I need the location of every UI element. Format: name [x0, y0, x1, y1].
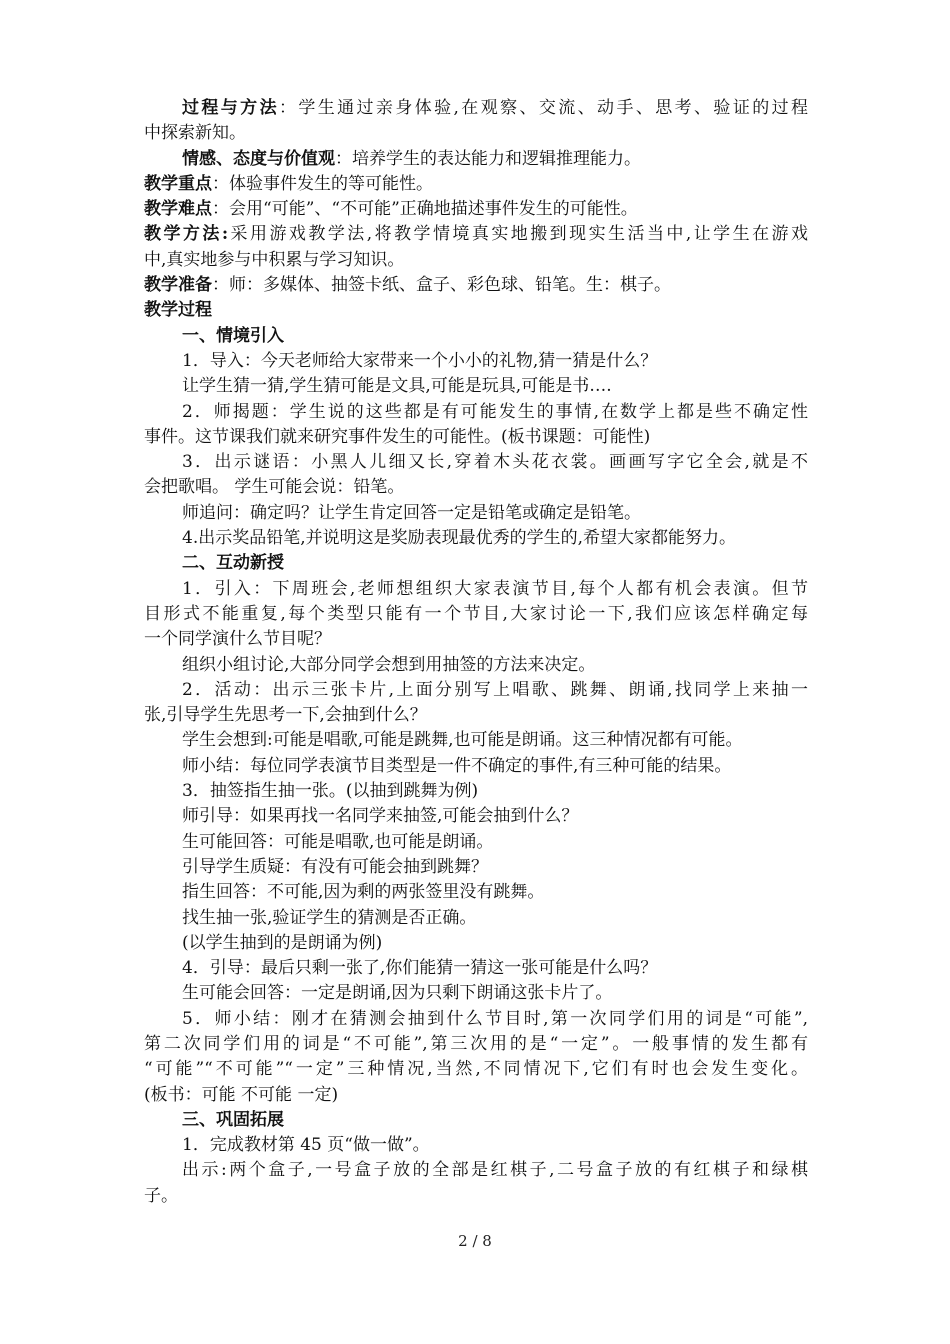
text-line [144, 754, 808, 779]
bold-heading: 教学准备 [144, 275, 212, 296]
text-line [144, 602, 808, 627]
text-line [144, 956, 808, 981]
line-text: 事件。这节课我们就来研究事件发生的可能性。(板书课题：可能性) [144, 426, 651, 447]
text-line [144, 830, 808, 855]
line-text: 张,引导学生先思考一下,会抽到什么？ [144, 705, 427, 726]
text-line [144, 349, 808, 374]
text-line [144, 1133, 808, 1158]
text-line [144, 728, 808, 753]
text-line [144, 324, 808, 349]
line-text: 学生会想到:可能是唱歌,可能是跳舞,也可能是朗诵。这三种情况都有可能。 [182, 730, 743, 751]
text-line [144, 577, 808, 602]
page-number: 2 / 8 [458, 1232, 492, 1250]
line-text: ：体验事件发生的等可能性。 [212, 173, 433, 194]
text-line [144, 653, 808, 678]
line-text: 第二次同学们用的词是“不可能”,第三次用的是“一定”。一般事情的发生都有 [144, 1033, 808, 1054]
line-text: 让学生猜一猜,学生猜可能是文具,可能是玩具,可能是书…. [182, 376, 612, 397]
bold-heading: 情感、态度与价值观 [182, 148, 335, 169]
text-line [144, 248, 808, 273]
text-line [144, 880, 808, 905]
text-line [144, 551, 808, 576]
text-line [144, 374, 808, 399]
text-line [144, 931, 808, 956]
bold-heading: 过程与方法 [182, 98, 279, 118]
text-line [144, 197, 808, 222]
line-text: 指生回答：不可能,因为剩的两张签里没有跳舞。 [182, 882, 545, 903]
line-text: 4.出示奖品铅笔,并说明这是奖励表现最优秀的学生的,希望大家都能努力。 [182, 528, 737, 549]
line-text: ：会用“可能”、“不可能”正确地描述事件发生的可能性。 [212, 199, 638, 220]
line-text: “可能”“不可能”“一定”三种情况,当然,不同情况下,它们有时也会发生变化。 [144, 1059, 808, 1080]
text-line [144, 501, 808, 526]
text-line [144, 703, 808, 728]
text-line [144, 779, 808, 804]
line-text: 组织小组讨论,大部分同学会想到用抽签的方法来决定。 [182, 654, 596, 675]
line-text: 找生抽一张,验证学生的猜测是否正确。 [182, 907, 477, 928]
text-line [144, 273, 808, 298]
line-text: 2．活动：出示三张卡片,上面分别写上唱歌、跳舞、朗诵,找同学上来抽一 [182, 679, 808, 700]
text-line [144, 121, 808, 146]
line-text: 采用游戏教学法,将教学情境真实地搬到现实生活当中,让学生在游戏 [228, 224, 808, 245]
line-text: 出示:两个盒子,一号盒子放的全部是红棋子,二号盒子放的有红棋子和绿棋 [182, 1160, 808, 1181]
text-line [144, 475, 808, 500]
line-text: 目形式不能重复,每个类型只能有一个节目,大家讨论一下,我们应该怎样确定每 [144, 603, 808, 624]
line-text: 子。 [144, 1185, 178, 1206]
line-text: 师小结：每位同学表演节目类型是一件不确定的事件,有三种可能的结果。 [182, 755, 732, 776]
line-text: ：师：多媒体、抽签卡纸、盒子、彩色球、铅笔。生：棋子。 [212, 275, 671, 296]
line-text: 1．完成教材第 45 页“做一做”。 [182, 1135, 430, 1156]
text-line [144, 1158, 808, 1183]
bold-heading: 教学重点 [144, 173, 212, 194]
line-text: 3．出示谜语：小黑人儿细又长,穿着木头花衣裳。画画写字它全会,就是不 [182, 452, 808, 473]
bold-heading: 教学过程 [144, 300, 212, 321]
line-text: 中,真实地参与中积累与学习知识。 [144, 249, 405, 270]
text-line [144, 222, 808, 247]
bold-heading: 二、互动新授 [182, 553, 284, 574]
text-line [144, 1108, 808, 1133]
line-text: 师追问：确定吗？让学生肯定回答一定是铅笔或确定是铅笔。 [182, 502, 641, 523]
bold-heading: 教学方法: [144, 224, 229, 245]
line-text: 中探索新知。 [144, 123, 246, 144]
line-text: 4．引导：最后只剩一张了,你们能猜一猜这一张可能是什么吗？ [182, 958, 658, 979]
text-line [144, 147, 808, 172]
text-line [144, 1007, 808, 1032]
bold-heading: 一、情境引入 [182, 325, 284, 346]
text-line [144, 906, 808, 931]
bold-heading: 教学难点 [144, 199, 212, 220]
line-text: 一个同学演什么节目呢？ [144, 629, 331, 650]
line-text: ：培养学生的表达能力和逻辑推理能力。 [335, 148, 641, 169]
text-line [144, 1083, 808, 1108]
text-line [144, 450, 808, 475]
line-text: (以学生抽到的是朗诵为例) [182, 932, 383, 953]
line-text: 引导学生质疑：有没有可能会抽到跳舞？ [182, 856, 488, 877]
text-line [144, 1184, 808, 1209]
line-text: (板书：可能 不可能 一定) [144, 1084, 339, 1105]
line-text: ：学生通过亲身体验,在观察、交流、动手、思考、验证的过程 [278, 98, 808, 118]
line-text: 1．引入：下周班会,老师想组织大家表演节目,每个人都有机会表演。但节 [182, 578, 808, 599]
text-line [144, 172, 808, 197]
line-text: 会把歌唱。 学生可能会说：铅笔。 [144, 477, 405, 498]
text-line [144, 96, 808, 121]
text-line [144, 981, 808, 1006]
line-text: 2．师揭题：学生说的这些都是有可能发生的事情,在数学上都是些不确定性 [182, 401, 808, 422]
line-text: 1．导入：今天老师给大家带来一个小小的礼物,猜一猜是什么？ [182, 350, 658, 371]
text-line [144, 627, 808, 652]
bold-heading: 三、巩固拓展 [182, 1109, 284, 1130]
text-line [144, 1032, 808, 1057]
text-line [144, 1057, 808, 1082]
text-line [144, 678, 808, 703]
text-line [144, 855, 808, 880]
text-line [144, 298, 808, 323]
text-line [144, 526, 808, 551]
text-line [144, 425, 808, 450]
text-line [144, 804, 808, 829]
line-text: 生可能回答：可能是唱歌,也可能是朗诵。 [182, 831, 494, 852]
line-text: 师引导：如果再找一名同学来抽签,可能会抽到什么？ [182, 806, 579, 827]
line-text: 5．师小结：刚才在猜测会抽到什么节目时,第一次同学们用的词是“可能”, [182, 1008, 808, 1029]
text-line [144, 400, 808, 425]
document-body [144, 96, 808, 1209]
line-text: 3．抽签指生抽一张。(以抽到跳舞为例) [182, 781, 479, 802]
line-text: 生可能会回答：一定是朗诵,因为只剩下朗诵这张卡片了。 [182, 983, 613, 1004]
